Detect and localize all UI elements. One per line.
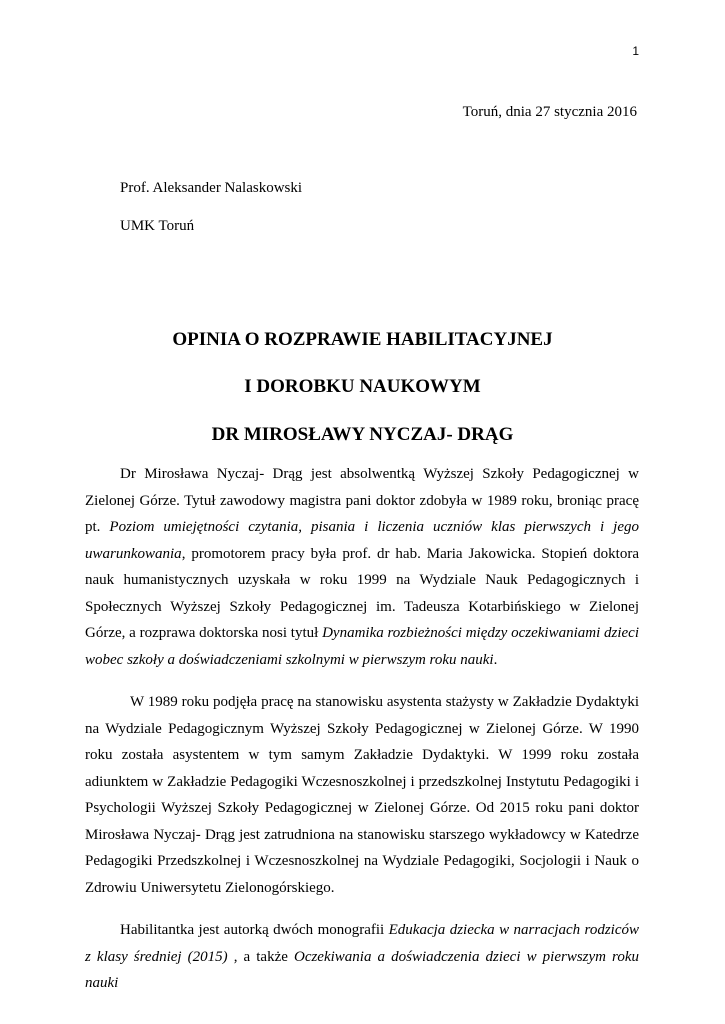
paragraph-3-text-2: , a także — [227, 948, 294, 965]
paragraph-1-text-2: , promotorem pracy była prof. dr hab. Maria Jakowicka. Stopień doktora nauk humanistycznych uzyskała w roku 1999 na Wydziale Nauk Pedagogicznych i Społecznych Wyższej Szkoły Pedagogicznej im. Tadeusza Kotarbińskiego w Zielonej Górze, a rozprawa doktorska nosi tytuł — [85, 545, 639, 641]
title-line-2: I DOROBKU NAUKOWYM — [244, 376, 481, 397]
title-line-1: OPINIA O ROZPRAWIE HABILITACYJNEJ — [172, 329, 553, 350]
place-date: Toruń, dnia 27 stycznia 2016 — [462, 104, 637, 120]
page-number: 1 — [632, 44, 639, 58]
paragraph-1-text-3: . — [493, 651, 498, 668]
paragraph-monographs — [85, 917, 639, 997]
monograph-title-1: Edukacja dziecka w narracjach rodziców z klasy średniej (2015) — [85, 922, 640, 965]
recipient-institution: UMK Toruń — [120, 218, 195, 234]
paragraph-education — [85, 461, 639, 673]
body-text — [85, 461, 639, 997]
title-line-3: DR MIROSŁAWY NYCZAJ- DRĄG — [211, 424, 514, 445]
paragraph-career: W 1989 roku podjęła pracę na stanowisku asystenta stażysty w Zakładzie Dydaktyki na Wydziale Pedagogicznym Wyższej Szkoły Pedagogicznej w Zielonej Górze. W 1990 roku została asystentem w tym samym Zakładzie Dydaktyki. W 1999 roku została adiunktem w Zakładzie Pedagogiki Wczesnoszkolnej i przedszkolnej Instytutu Pedagogiki i Psychologii Wyższej Szkoły Pedagogicznej w Zielonej Górze. Od 2015 roku pani doktor Mirosława Nyczaj- Drąg jest zatrudniona na stanowisku starszego wykładowcy w Katedrze Pedagogiki Przedszkolnej i Wczesnoszkolnej na Wydziale Pedagogiki, Socjologii i Nauk o Zdrowiu Uniwersytetu Zielonogórskiego. — [85, 694, 639, 896]
master-thesis-title: Poziom umiejętności czytania, pisania i liczenia uczniów klas pierwszych i jego uwarunkowania — [85, 519, 639, 562]
paragraph-1-text-1: Dr Mirosława Nyczaj- Drąg jest absolwentką Wyższej Szkoły Pedagogicznej w Zielonej Górze. Tytuł zawodowy magistra pani doktor zdobyła w 1989 roku, broniąc pracę pt. — [85, 466, 639, 535]
paragraph-3-text-1: Habilitantka jest autorką dwóch monografii — [120, 922, 389, 938]
recipient-name: Prof. Aleksander Nalaskowski — [120, 180, 303, 196]
monograph-title-2: Oczekiwania a doświadczenia dzieci w pierwszym roku nauki — [85, 948, 639, 991]
doctoral-thesis-title: Dynamika rozbieżności między oczekiwaniami dzieci wobec szkoły a doświadczeniami szkolnymi w pierwszym roku nauki — [85, 625, 639, 668]
